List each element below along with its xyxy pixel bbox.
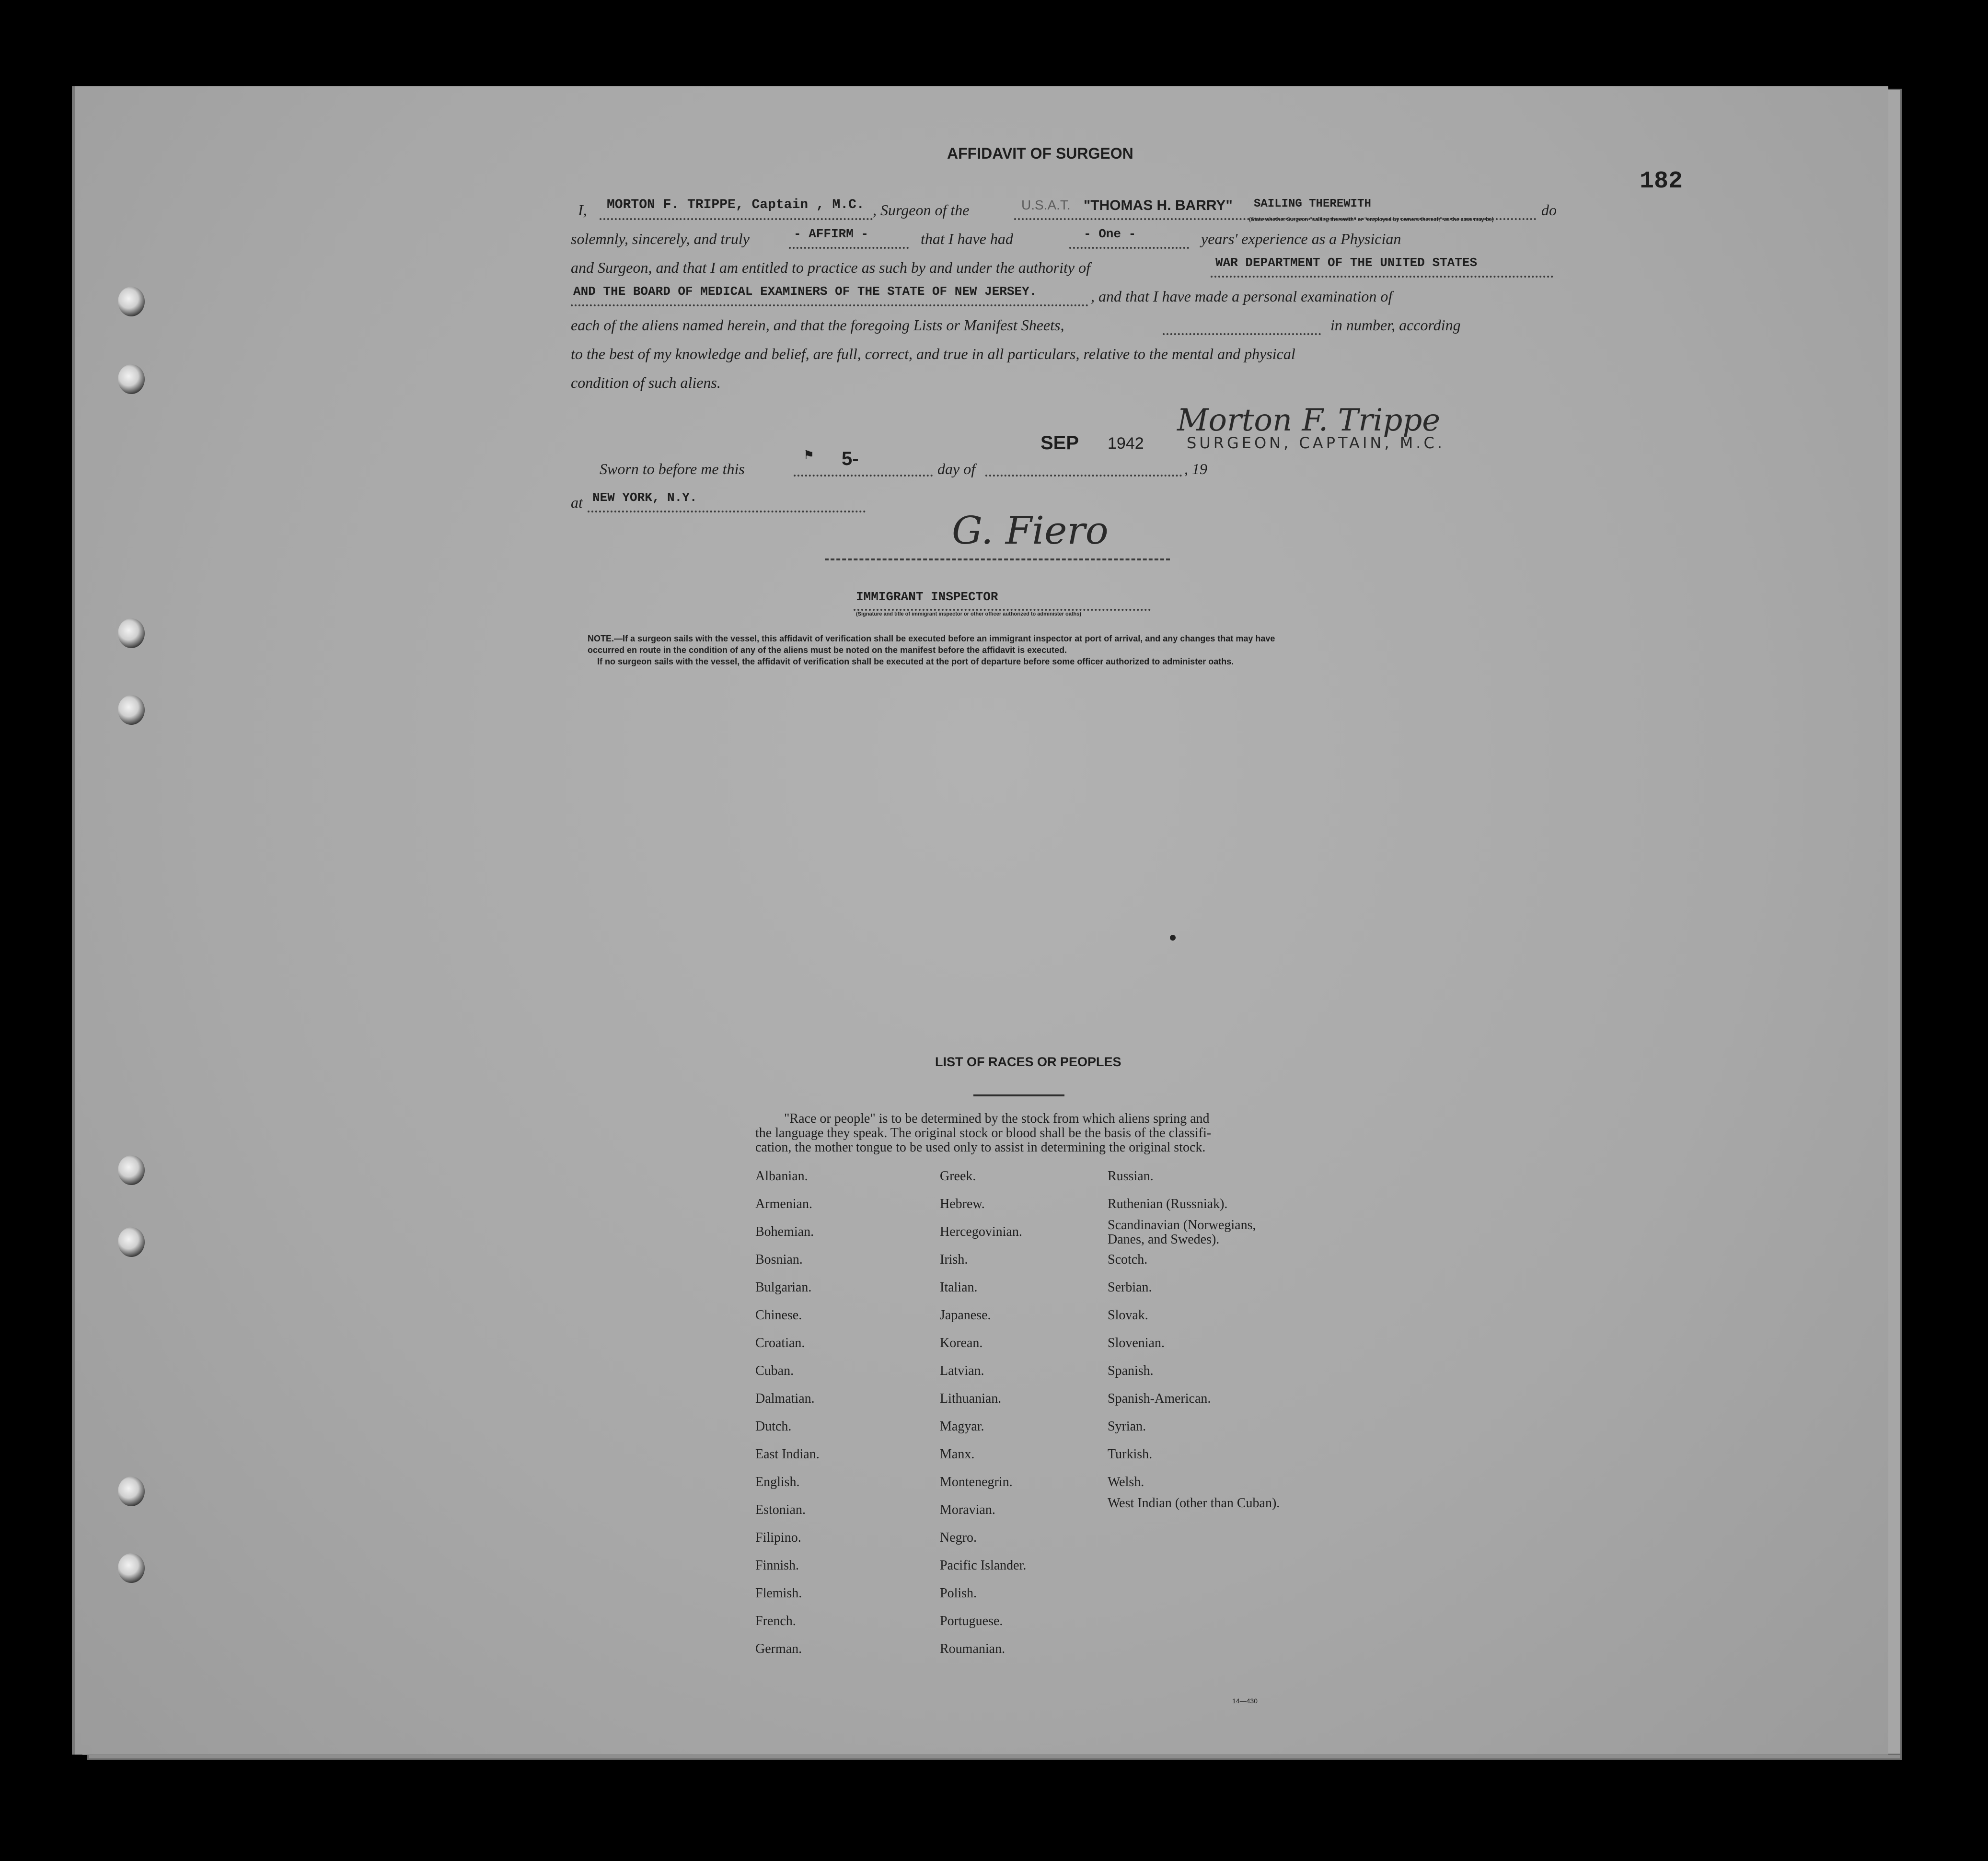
sailing-status: SAILING THEREWITH [1254, 198, 1371, 210]
authority-line1: WAR DEPARTMENT OF THE UNITED STATES [1215, 256, 1478, 270]
oath-line [789, 247, 909, 249]
race-entry: Filipino. [755, 1530, 801, 1545]
line2-tail: years' experience as a Physician [1201, 230, 1401, 247]
race-entry: Greek. [940, 1169, 976, 1184]
line1-mid: , Surgeon of the [873, 201, 970, 219]
race-entry: Albanian. [755, 1169, 808, 1184]
race-entry: Bulgarian. [755, 1280, 812, 1295]
sworn-mid: day of [937, 460, 976, 477]
race-entry: West Indian (other than Cuban). [1108, 1496, 1280, 1511]
race-entry: Serbian. [1108, 1280, 1152, 1295]
inspector-note: (Signature and title of immigrant inspector or other officer authorized to administer oaths) [856, 611, 1081, 617]
race-entry: French. [755, 1614, 796, 1628]
race-entry: Manx. [940, 1447, 975, 1462]
years-line [1069, 247, 1189, 249]
line3-lead: and Surgeon, and that I am entitled to practice as such by and under the authority of [571, 259, 1090, 276]
race-entry: Roumanian. [940, 1641, 1006, 1656]
race-entry: Scandinavian (Norwegians, Danes, and Swedes). [1108, 1218, 1256, 1247]
sworn-month: SEP [1040, 432, 1079, 454]
inspector-title-line [854, 609, 1151, 611]
race-entry: Spanish-American. [1108, 1391, 1211, 1406]
race-entry: Latvian. [940, 1363, 984, 1378]
races-title: LIST OF RACES OR PEOPLES [935, 1055, 1121, 1069]
race-entry: Cuban. [755, 1363, 794, 1378]
surgeon-name-line [600, 218, 873, 220]
race-entry: Hercegovinian. [940, 1224, 1022, 1239]
binder-hole [118, 1553, 145, 1583]
vessel-prefix: U.S.A.T. [1021, 198, 1071, 212]
race-entry: Lithuanian. [940, 1391, 1002, 1406]
oath-type: - AFFIRM - [794, 227, 869, 241]
race-entry: Negro. [940, 1530, 977, 1545]
race-entry: Portuguese. [940, 1614, 1003, 1628]
race-entry: German. [755, 1641, 802, 1656]
sworn-day: 5- [842, 448, 859, 469]
race-entry: Spanish. [1108, 1363, 1154, 1378]
sworn-month-line [985, 475, 1182, 477]
affidavit-title: AFFIDAVIT OF SURGEON [947, 145, 1133, 162]
race-entry: Turkish. [1108, 1447, 1153, 1462]
race-entry: Scotch. [1108, 1252, 1148, 1267]
inspector-title: IMMIGRANT INSPECTOR [856, 590, 998, 604]
page-number: 182 [1640, 168, 1683, 195]
authority-line2: AND THE BOARD OF MEDICAL EXAMINERS OF THE STATE OF NEW JERSEY. [573, 284, 1037, 299]
race-entry: Dalmatian. [755, 1391, 815, 1406]
race-entry: Slovak. [1108, 1308, 1148, 1323]
race-entry: English. [755, 1475, 800, 1489]
pen-mark: ⚑ [803, 448, 815, 462]
race-entry: Irish. [940, 1252, 968, 1267]
sheets-count-line [1163, 333, 1321, 335]
authority-line2-rule [571, 304, 1088, 306]
line1-lead: I, [578, 201, 587, 219]
race-entry: Welsh. [1108, 1475, 1144, 1489]
race-entry: Armenian. [755, 1197, 812, 1211]
line2-lead: solemnly, sincerely, and truly [571, 230, 750, 247]
line5-tail: in number, according [1330, 316, 1461, 334]
surgeon-title: SURGEON, CAPTAIN, M.C. [1187, 434, 1445, 452]
inspector-signature-line [825, 558, 1170, 560]
sailing-note: (State whether Surgeon "sailing therewith" or "employed by owners thereof," as the case may be) [1249, 217, 1494, 222]
race-entry: Croatian. [755, 1336, 805, 1350]
race-entry: Magyar. [940, 1419, 984, 1434]
race-entry: Slovenian. [1108, 1336, 1165, 1350]
sworn-place-line [588, 511, 866, 512]
race-entry: Flemish. [755, 1586, 802, 1601]
note-line3: If no surgeon sails with the vessel, the affidavit of verification shall be executed at the port of departure before some officer authorized to administer oaths. [597, 657, 1234, 666]
sworn-lead: Sworn to before me this [600, 460, 745, 477]
races-intro-1: "Race or people" is to be determined by the stock from which aliens spring and [784, 1111, 1210, 1126]
authority-line1-rule [1211, 276, 1553, 278]
document-page [72, 86, 1888, 1755]
race-entry: Bohemian. [755, 1224, 814, 1239]
binder-hole [118, 1477, 145, 1506]
years-experience: - One - [1084, 227, 1136, 241]
note-line2: occurred en route in the condition of any of the aliens must be noted on the manifest before the affidavit is executed. [588, 645, 1067, 655]
binder-hole [118, 1227, 145, 1257]
binder-hole [118, 1155, 145, 1185]
race-entry: Polish. [940, 1586, 977, 1601]
race-entry: Russian. [1108, 1169, 1154, 1184]
binder-hole [118, 287, 145, 316]
race-entry: Finnish. [755, 1558, 799, 1573]
race-entry: Montenegrin. [940, 1475, 1013, 1489]
race-entry: Syrian. [1108, 1419, 1146, 1434]
race-entry: Chinese. [755, 1308, 802, 1323]
binder-hole [118, 364, 145, 394]
race-entry: Moravian. [940, 1502, 995, 1517]
races-column-3 [1108, 1163, 1299, 1524]
note-line1: NOTE.—If a surgeon sails with the vessel, this affidavit of verification shall be executed before an immigrant inspector at port of arrival, and any changes that may have [588, 634, 1275, 643]
sworn-tail: , 19 [1184, 460, 1207, 477]
surgeon-signature: Morton F. Trippe [1177, 403, 1441, 438]
race-entry: Pacific Islander. [940, 1558, 1027, 1573]
race-entry: Dutch. [755, 1419, 792, 1434]
binder-hole [118, 618, 145, 648]
race-entry: Italian. [940, 1280, 978, 1295]
races-title-rule [973, 1094, 1064, 1096]
sworn-place: NEW YORK, N.Y. [592, 490, 697, 505]
line7: condition of such aliens. [571, 374, 721, 391]
line5-lead: each of the aliens named herein, and that the foregoing Lists or Manifest Sheets, [571, 316, 1064, 334]
line1-tail: do [1541, 201, 1557, 219]
race-entry: Estonian. [755, 1502, 806, 1517]
race-entry: Bosnian. [755, 1252, 803, 1267]
vessel-name: "THOMAS H. BARRY" [1084, 198, 1233, 213]
sworn-year-stamp: 1942 [1108, 434, 1144, 453]
race-entry: Korean. [940, 1336, 983, 1350]
races-intro-3: cation, the mother tongue to be used only to assist in determining the original stock. [755, 1140, 1206, 1155]
sworn-day-line [794, 475, 933, 477]
line2-mid: that I have had [921, 230, 1013, 247]
races-column-1 [755, 1163, 820, 1663]
races-intro-2: the language they speak. The original stock or blood shall be the basis of the classifi- [755, 1126, 1212, 1140]
line4-tail: , and that I have made a personal examination of [1091, 288, 1393, 305]
ink-spot [1170, 935, 1176, 941]
race-entry: East Indian. [755, 1447, 820, 1462]
race-entry: Ruthenian (Russniak). [1108, 1197, 1228, 1211]
at-lead: at [571, 494, 583, 511]
binder-hole [118, 695, 145, 725]
races-column-2 [940, 1163, 1026, 1663]
race-entry: Hebrew. [940, 1197, 985, 1211]
surgeon-name: MORTON F. TRIPPE, Captain , M.C. [607, 198, 865, 212]
form-number: 14—430 [1232, 1697, 1258, 1705]
race-entry: Japanese. [940, 1308, 991, 1323]
inspector-signature: G. Fiero [952, 508, 1109, 553]
line6: to the best of my knowledge and belief, are full, correct, and true in all particulars, relative to the mental and physical [571, 345, 1295, 362]
